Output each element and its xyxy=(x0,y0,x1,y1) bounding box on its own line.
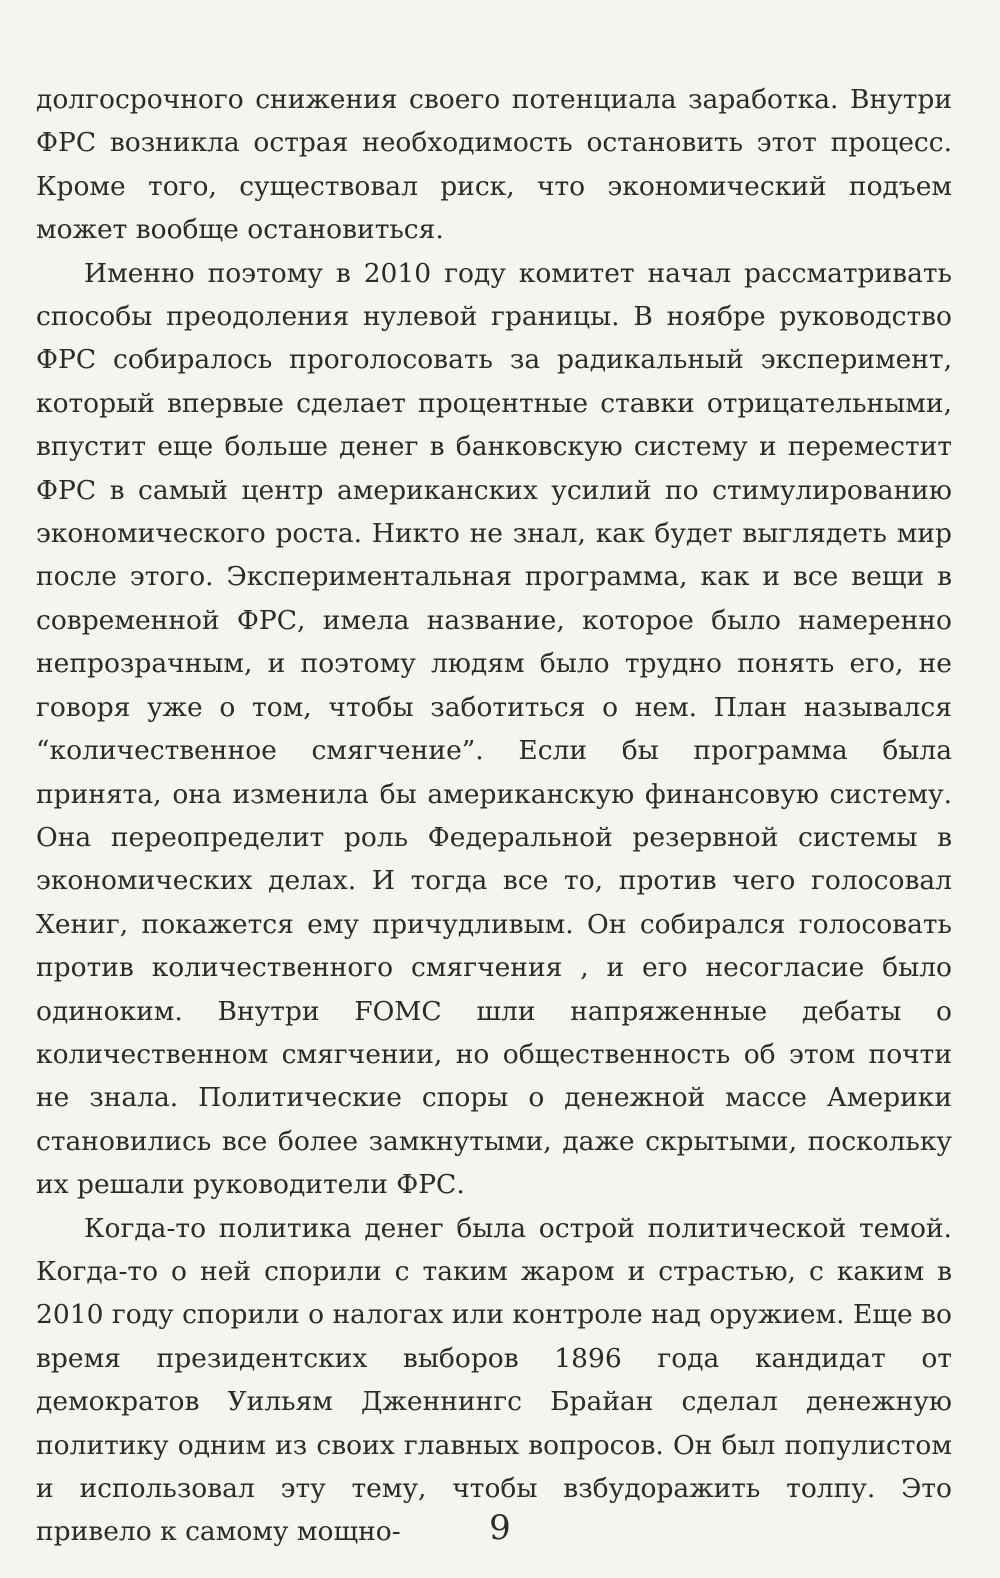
paragraph-3: Когда-то политика денег была острой политической темой. Когда-то о ней спорили с таким жаром и страстью, с каким в 2010 году спорили о налогах или контроле над оружием. Еще во время президентских выборов 1896 года кандидат от демократов Уильям Дженнингс Брайан сделал денежную политику одним из своих главных вопросов. Он был популистом и использовал эту тему, чтобы взбудоражить толпу. Это привело к самому мощно- xyxy=(36,1212,952,1548)
paragraph-2: Именно поэтому в 2010 году комитет начал рассматривать способы преодоления нулевой границы. В ноябре руководство ФРС собиралось проголосовать за радикальный эксперимент, который впервые сделает процентные ставки отрицательными, впустит еще больше денег в банковскую систему и переместит ФРС в самый центр американских усилий по стимулированию экономического роста. Никто не знал, как будет выглядеть мир после этого. Экспериментальная программа, как и все вещи в современной ФРС, имела название, которое было намеренно непрозрачным, и поэтому людям было трудно понять его, не говоря уже о том, чтобы заботиться о нем. План назывался “количественное смягчение”. Если бы программа была принята, она изменила бы американскую финансовую систему. Она переопределит роль Федеральной резервной системы в экономических делах. И тогда все то, против чего голосовал Хениг, покажется ему причудливым. Он собирался голосовать против количественного смягчения , и его несогласие было одиноким. Внутри FOMC шли напряженные дебаты о количественном смягчении, но общественность об этом почти не знала. Политические споры о денежной массе Америки становились все более замкнутыми, даже скрытыми, поскольку их решали руководители ФРС. xyxy=(36,257,952,1201)
paragraph-1: долгосрочного снижения своего потенциала заработка. Внутри ФРС возникла острая необходимость остановить этот процесс. Кроме того, существовал риск, что экономический подъем может вообще остановиться. xyxy=(36,84,952,246)
body-text xyxy=(36,78,952,1554)
page-number: 9 xyxy=(489,1508,511,1548)
